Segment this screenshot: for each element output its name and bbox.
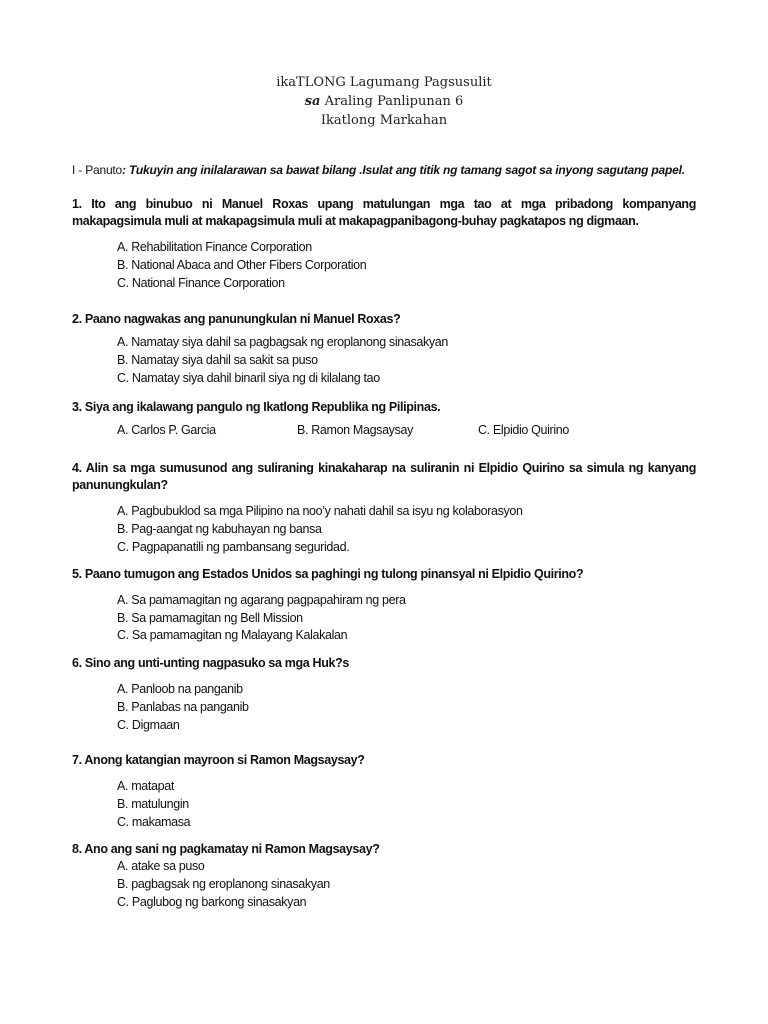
question-3-options <box>117 423 677 441</box>
question-1-option-c: C. National Finance Corporation <box>117 276 285 290</box>
quiz-quarter: Ikatlong Markahan <box>320 113 448 128</box>
question-6-option-a: A. Panloob na panganib <box>117 682 243 696</box>
question-6: 6. Sino ang unti-unting nagpasuko sa mga Huk?s <box>72 656 349 670</box>
question-3-option-a: A. Carlos P. Garcia <box>117 423 216 437</box>
question-5-option-b: B. Sa pamamagitan ng Bell Mission <box>117 611 303 625</box>
question-5-option-c: C. Sa pamamagitan ng Malayang Kalakalan <box>117 628 348 642</box>
question-3-option-b: B. Ramon Magsaysay <box>297 423 413 437</box>
instructions <box>72 163 702 177</box>
question-4-option-c: C. Pagpapanatili ng pambansang seguridad. <box>117 540 350 554</box>
question-8-option-c: C. Paglubog ng barkong sinasakyan <box>117 895 307 909</box>
question-5-option-a: A. Sa pamamagitan ng agarang pagpapahiram ng pera <box>117 593 406 607</box>
quiz-title: ikaTLONG Lagumang Pagsusulit <box>276 75 492 90</box>
question-3: 3. Siya ang ikalawang pangulo ng Ikatlong Republika ng Pilipinas. <box>72 400 441 414</box>
question-2: 2. Paano nagwakas ang panunungkulan ni Manuel Roxas? <box>72 312 401 326</box>
question-2-option-a: A. Namatay siya dahil sa pagbagsak ng eroplanong sinasakyan <box>117 335 448 349</box>
instructions-text: : Tukuyin ang inilalarawan sa bawat bilang .Isulat ang titik ng tamang sagot sa inyong sagutang papel. <box>122 163 685 177</box>
question-5: 5. Paano tumugon ang Estados Unidos sa paghingi ng tulong pinansyal ni Elpidio Quirino? <box>72 567 584 581</box>
question-7-option-a: A. matapat <box>117 779 174 793</box>
question-1: 1. Ito ang binubuo ni Manuel Roxas upang matulungan mga tao at mga pribadong kompanyang makapagsimula muli at makapagsimula muli at makapagpanibagong-buhay pagkatapos ng digmaan. <box>72 197 696 228</box>
question-3-option-c: C. Elpidio Quirino <box>478 423 569 437</box>
question-6-option-b: B. Panlabas na panganib <box>117 700 249 714</box>
subject-name: Araling Panlipunan 6 <box>320 94 464 109</box>
subject-prefix: sa <box>304 94 321 109</box>
question-8-option-b: B. pagbagsak ng eroplanong sinasakyan <box>117 877 330 891</box>
question-4-option-b: B. Pag-aangat ng kabuhayan ng bansa <box>117 522 322 536</box>
question-2-option-c: C. Namatay siya dahil binaril siya ng di kilalang tao <box>117 371 380 385</box>
question-6-option-c: C. Digmaan <box>117 718 180 732</box>
question-7-option-c: C. makamasa <box>117 815 191 829</box>
question-7-option-b: B. matulungin <box>117 797 189 811</box>
question-8-option-a: A. atake sa puso <box>117 859 205 873</box>
question-4: 4. Alin sa mga sumusunod ang suliraning kinakaharap na suliranin ni Elpidio Quirino sa simula ng kanyang panunungkulan? <box>72 461 696 492</box>
instructions-label: I - Panuto <box>72 163 123 177</box>
question-7: 7. Anong katangian mayroon si Ramon Magsaysay? <box>72 753 365 767</box>
question-1-option-a: A. Rehabilitation Finance Corporation <box>117 240 312 254</box>
question-1-option-b: B. National Abaca and Other Fibers Corporation <box>117 258 367 272</box>
quiz-subject <box>0 94 768 109</box>
question-2-option-b: B. Namatay siya dahil sa sakit sa puso <box>117 353 318 367</box>
question-8: 8. Ano ang sani ng pagkamatay ni Ramon Magsaysay? <box>72 842 380 856</box>
question-4-option-a: A. Pagbubuklod sa mga Pilipino na noo’y nahati dahil sa isyu ng kolaborasyon <box>117 504 523 518</box>
